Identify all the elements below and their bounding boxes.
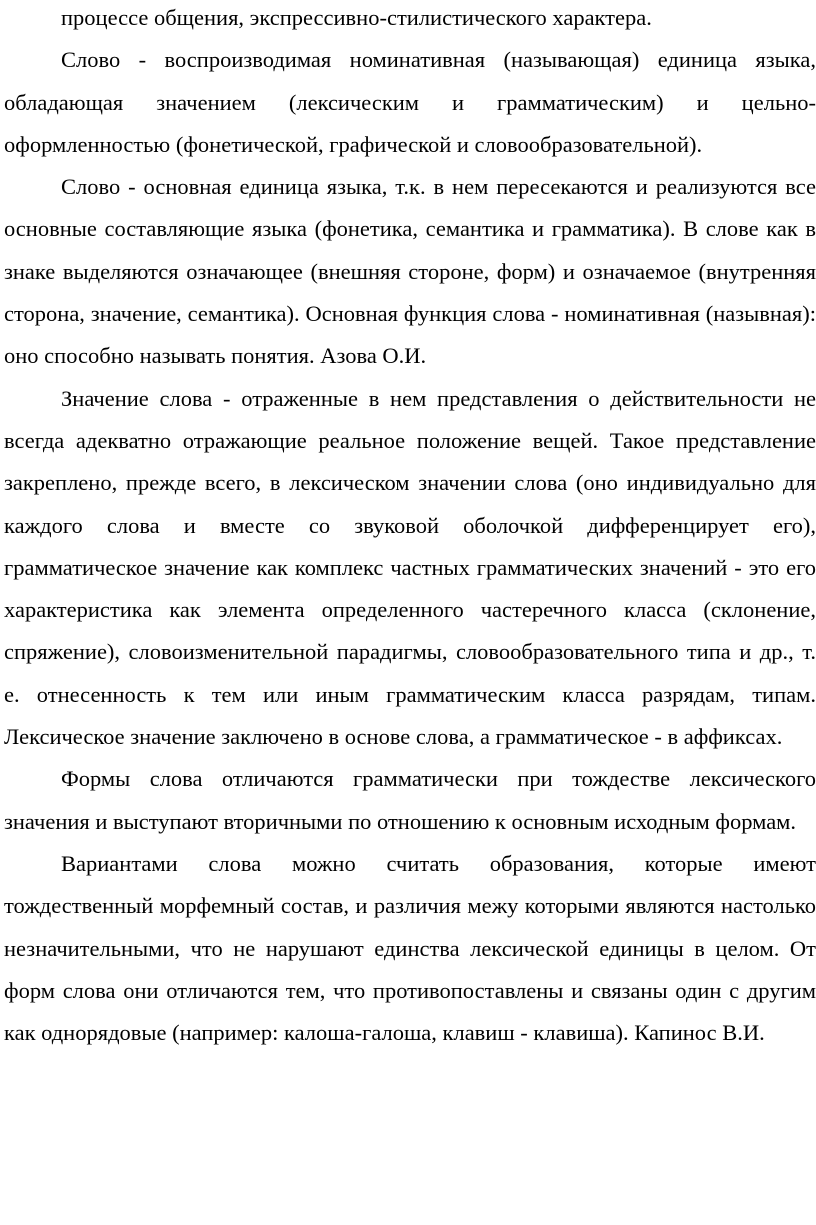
paragraph-word-variants: Вариантами слова можно считать образования, которые имеют тождественный морфемный состав, и различия межу которыми являются настолько незначительными, что не нарушают единства лексической единицы в целом. От форм слова они отличаются тем, что противопоставлены и связаны один с другим как однорядовые (например: калоша-галоша, клавиш - клавиша). Капинос В.И.: [4, 850, 816, 1046]
paragraph-word-forms: Формы слова отличаются грамматически при тождестве лексического значения и выступают вторичными по отношению к основным исходным формам.: [4, 766, 816, 834]
paragraph-word-basic-unit: Слово - основная единица языка, т.к. в нем пересекаются и реализуются все основные составляющие языка (фонетика, семантика и грамматика). В слове как в знаке выделяются означающее (внешняя стороне, форм) и означаемое (внутренняя сторона, значение, семантика). Основная функция слова - номинативная (назывная): оно способно называть понятия. Азова О.И.: [4, 174, 816, 369]
paragraph-word-definition: Слово - воспроизводимая номинативная (называющая) единица языка, обладающая значением (лексическим и грамматическим) и цельно-оформленностью (фонетической, графической и словообразовательной).: [4, 47, 816, 157]
paragraph-word-meaning: Значение слова - отраженные в нем представления о действительности не всегда адекватно отражающие реальное положение вещей. Такое представление закреплено, прежде всего, в лексическом значении слова (оно индивидуально для каждого слова и вместе со звуковой оболочкой дифференцирует его), грамматическое значение как комплекс частных грамматических значений - это его характеристика как элемента определенного частеречного класса (склонение, спряжение), словоизменительной парадигмы, словообразовательного типа и др., т. е. отнесенность к тем или иным грамматическим класса разрядам, типам. Лексическое значение заключено в основе слова, а грамматическое - в аффиксах.: [4, 385, 816, 750]
paragraph-continuation: процессе общения, экспрессивно-стилистического характера.: [61, 5, 652, 30]
